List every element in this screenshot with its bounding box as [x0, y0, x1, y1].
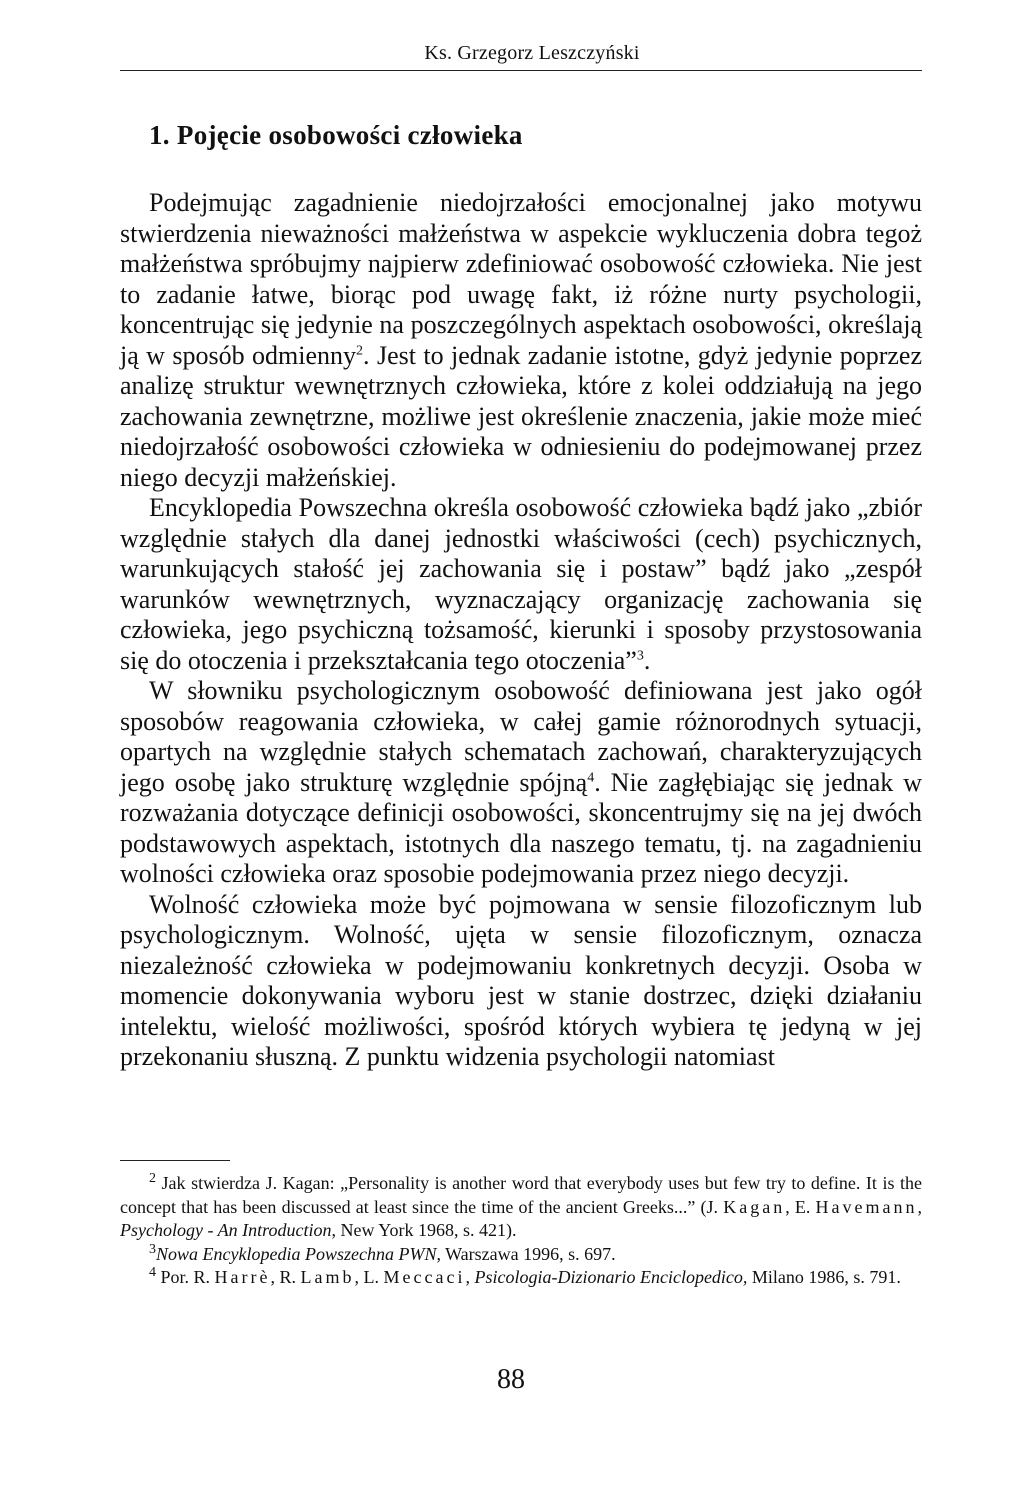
footnote-ref-4: 4	[587, 769, 595, 785]
paragraph-4: Wolność człowieka może być pojmowana w sensie filozoficznym lub psychologicznym. Wolność, ujęta w sensie filozoficznym, oznacza niezależność człowieka w podejmowaniu konkretnych decyzji. Osoba w momencie dokonywania wyboru jest w stanie dostrzec, dzięki działaniu intelektu, wielość możliwości, spośród których wybiera tę jedyną w jej przekonaniu słuszną. Z punktu widzenia psychologii natomiast	[120, 889, 922, 1071]
paragraph-3-text-b: . Nie zagłębiając się jednak w rozważania dotyczące definicji osobowości, skoncentrujmy się na jej dwóch podstawowych aspektach, istotnych dla naszego tematu, tj. na zagadnieniu wolności człowieka oraz sposobie podejmowania przez niego decyzji.	[120, 767, 922, 888]
body-text	[120, 188, 922, 1073]
footnote-2	[120, 1172, 922, 1243]
footnote-3-text-1: , Warszawa 1996, s. 697.	[436, 1243, 616, 1264]
footnote-2-text-3: ,	[917, 1196, 922, 1217]
footnote-ref-3: 3	[636, 647, 644, 663]
page-content	[120, 40, 922, 1073]
page-number: 88	[497, 1364, 525, 1395]
footnote-3	[120, 1243, 922, 1267]
footnote-3-work: Nowa Encyklopedia Powszechna PWN	[156, 1243, 437, 1264]
footnote-4-text-5: Milano 1986, s. 791.	[747, 1267, 901, 1287]
footnote-4-text-3: , L.	[354, 1267, 384, 1287]
footnote-2-author-1: Kagan	[723, 1196, 786, 1217]
footnote-4-text-1: Por. R.	[156, 1267, 215, 1287]
footnote-2-text-4: , New York 1968, s. 421).	[331, 1220, 517, 1240]
paragraph-1	[120, 188, 922, 493]
footnote-4	[120, 1266, 922, 1290]
paragraph-3-text-a: W słowniku psychologicznym osobowość definiowana jest jako ogół sposobów reagowania człowieka, w całej gamie różnorodnych sytuacji, opartych na względnie stałych schematach zachowań, charakteryzujących jego osobę jako strukturę względnie spójną	[120, 676, 922, 797]
footnote-4-text-2: , R.	[270, 1267, 301, 1287]
paragraph-2-text-b: .	[643, 645, 651, 675]
footnote-2-author-2: Havemann	[815, 1196, 918, 1217]
footnote-4-author-3: Meccaci	[383, 1267, 466, 1287]
footnote-2-text-2: , E.	[785, 1196, 816, 1217]
footnote-4-number: 4	[149, 1265, 156, 1280]
running-head: Ks. Grzegorz Leszczyński	[424, 42, 640, 64]
header-rule	[120, 70, 922, 71]
footnote-2-work: Psychology - An Introduction	[120, 1220, 332, 1240]
footnote-2-number: 2	[149, 1171, 156, 1186]
footnote-2-text-1: Jak stwierdza J. Kagan: „Personality is another word that everybody uses but few try to define. It is the concept that has been discussed at least since the time of the ancient Greeks...” (J.	[120, 1173, 922, 1217]
paragraph-1-text-b: . Jest to jednak zadanie istotne, gdyż jedynie poprzez analizę struktur wewnętrznych człowieka, które z kolei oddziałują na jego zachowania zewnętrzne, możliwe jest określenie znaczenia, jakie może mieć niedojrzałość osobowości człowieka w odniesieniu do podejmowanej przez niego decyzji małżeńskiej.	[120, 340, 922, 492]
footnote-4-work: Psicologia-Dizionario Enciclopedico,	[474, 1267, 748, 1287]
section-title: 1. Pojęcie osobowości człowieka	[149, 120, 523, 150]
footnote-4-author-1: Harrè	[214, 1267, 271, 1287]
paragraph-1-text-a: Podejmując zagadnienie niedojrzałości emocjonalnej jako motywu stwierdzenia nieważności małżeństwa w aspekcie wykluczenia dobra tegoż małżeństwa spróbujmy najpierw zdefiniować osobowość człowieka. Nie jest to zadanie łatwe, biorąc pod uwagę fakt, iż różne nurty psychologii, koncentrując się jedynie na poszczególnych aspektach osobowości, określają ją w sposób odmienny	[120, 188, 922, 370]
paragraph-2	[120, 493, 922, 676]
footnote-rule	[120, 1160, 230, 1161]
footnote-4-text-4: ,	[465, 1267, 475, 1287]
footnote-3-number: 3	[149, 1241, 156, 1257]
footnote-ref-2: 2	[356, 342, 364, 358]
paragraph-2-text-a: Encyklopedia Powszechna określa osobowość człowieka bądź jako „zbiór względnie stałych dla danej jednostki właściwości (cech) psychicznych, warunkujących stałość jej zachowania się i postaw” bądź jako „zespół warunków wewnętrznych, wyznaczający organizację zachowania się człowieka, jego psychiczną tożsamość, kierunki i sposoby przystosowania się do otoczenia i przekształcania tego otoczenia”	[120, 493, 922, 675]
footnote-4-author-2: Lamb	[300, 1267, 355, 1287]
footnotes	[120, 1172, 922, 1290]
paragraph-3	[120, 676, 922, 890]
